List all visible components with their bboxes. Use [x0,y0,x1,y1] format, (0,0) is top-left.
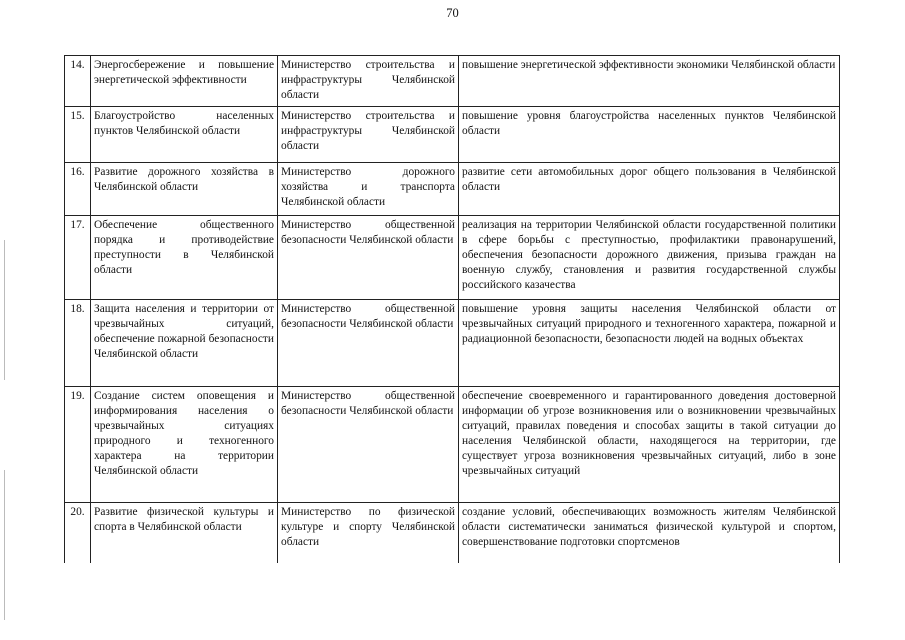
row-number: 18. [65,300,91,387]
scan-margin-mark [4,240,5,380]
page-number: 70 [446,6,459,20]
responsible-ministry: Министерство по физической культуре и спорту Челябинской области [278,503,459,563]
table-row [65,107,840,163]
responsible-ministry: Министерство строительства и инфраструктуры Челябинской области [278,107,459,163]
program-goal: развитие сети автомобильных дорог общего пользования в Челябинской области [459,163,840,216]
program-name: Защита населения и территории от чрезвычайных ситуаций, обеспечение пожарной безопасности Челябинской области [91,300,278,387]
program-name: Развитие дорожного хозяйства в Челябинской области [91,163,278,216]
table-row [65,503,840,563]
table-row [65,387,840,503]
scan-margin-mark [4,470,5,620]
program-name: Развитие физической культуры и спорта в Челябинской области [91,503,278,563]
program-name: Благоустройство населенных пунктов Челябинской области [91,107,278,163]
responsible-ministry: Министерство общественной безопасности Челябинской области [278,300,459,387]
responsible-ministry: Министерство общественной безопасности Челябинской области [278,216,459,300]
table-row [65,163,840,216]
program-goal: реализация на территории Челябинской области государственной политики в сфере борьбы с преступностью, профилактики правонарушений, обеспечения безопасности дорожного движения, призыва граждан на военную службу, становления и развития государственной службы российского казачества [459,216,840,300]
program-goal: обеспечение своевременного и гарантированного доведения достоверной информации об угрозе возникновения или о возникновении чрезвычайных ситуаций, правилах поведения и способах защиты в такой ситуации до населения Челябинской области, находящегося на территории, где существует угроза возникновения чрезвычайных ситуаций, либо в зоне чрезвычайных ситуаций [459,387,840,503]
program-goal: создание условий, обеспечивающих возможность жителям Челябинской области систематически заниматься физической культурой и спортом, совершенствование подготовки спортсменов [459,503,840,563]
programs-table [64,55,840,563]
program-name: Энергосбережение и повышение энергетической эффективности [91,56,278,107]
program-goal: повышение уровня защиты населения Челябинской области от чрезвычайных ситуаций природного и техногенного характера, пожарной и радиационной безопасности, безопасности людей на водных объектах [459,300,840,387]
program-goal: повышение уровня благоустройства населенных пунктов Челябинской области [459,107,840,163]
program-goal: повышение энергетической эффективности экономики Челябинской области [459,56,840,107]
row-number: 19. [65,387,91,503]
responsible-ministry: Министерство строительства и инфраструктуры Челябинской области [278,56,459,107]
table-row [65,56,840,107]
responsible-ministry: Министерство общественной безопасности Челябинской области [278,387,459,503]
table-row [65,216,840,300]
row-number: 16. [65,163,91,216]
program-name: Обеспечение общественного порядка и противодействие преступности в Челябинской области [91,216,278,300]
responsible-ministry: Министерство дорожного хозяйства и транспорта Челябинской области [278,163,459,216]
table-row [65,300,840,387]
program-name: Создание систем оповещения и информирования населения о чрезвычайных ситуациях природного и техногенного характера на территории Челябинской области [91,387,278,503]
row-number: 14. [65,56,91,107]
row-number: 20. [65,503,91,563]
row-number: 15. [65,107,91,163]
row-number: 17. [65,216,91,300]
